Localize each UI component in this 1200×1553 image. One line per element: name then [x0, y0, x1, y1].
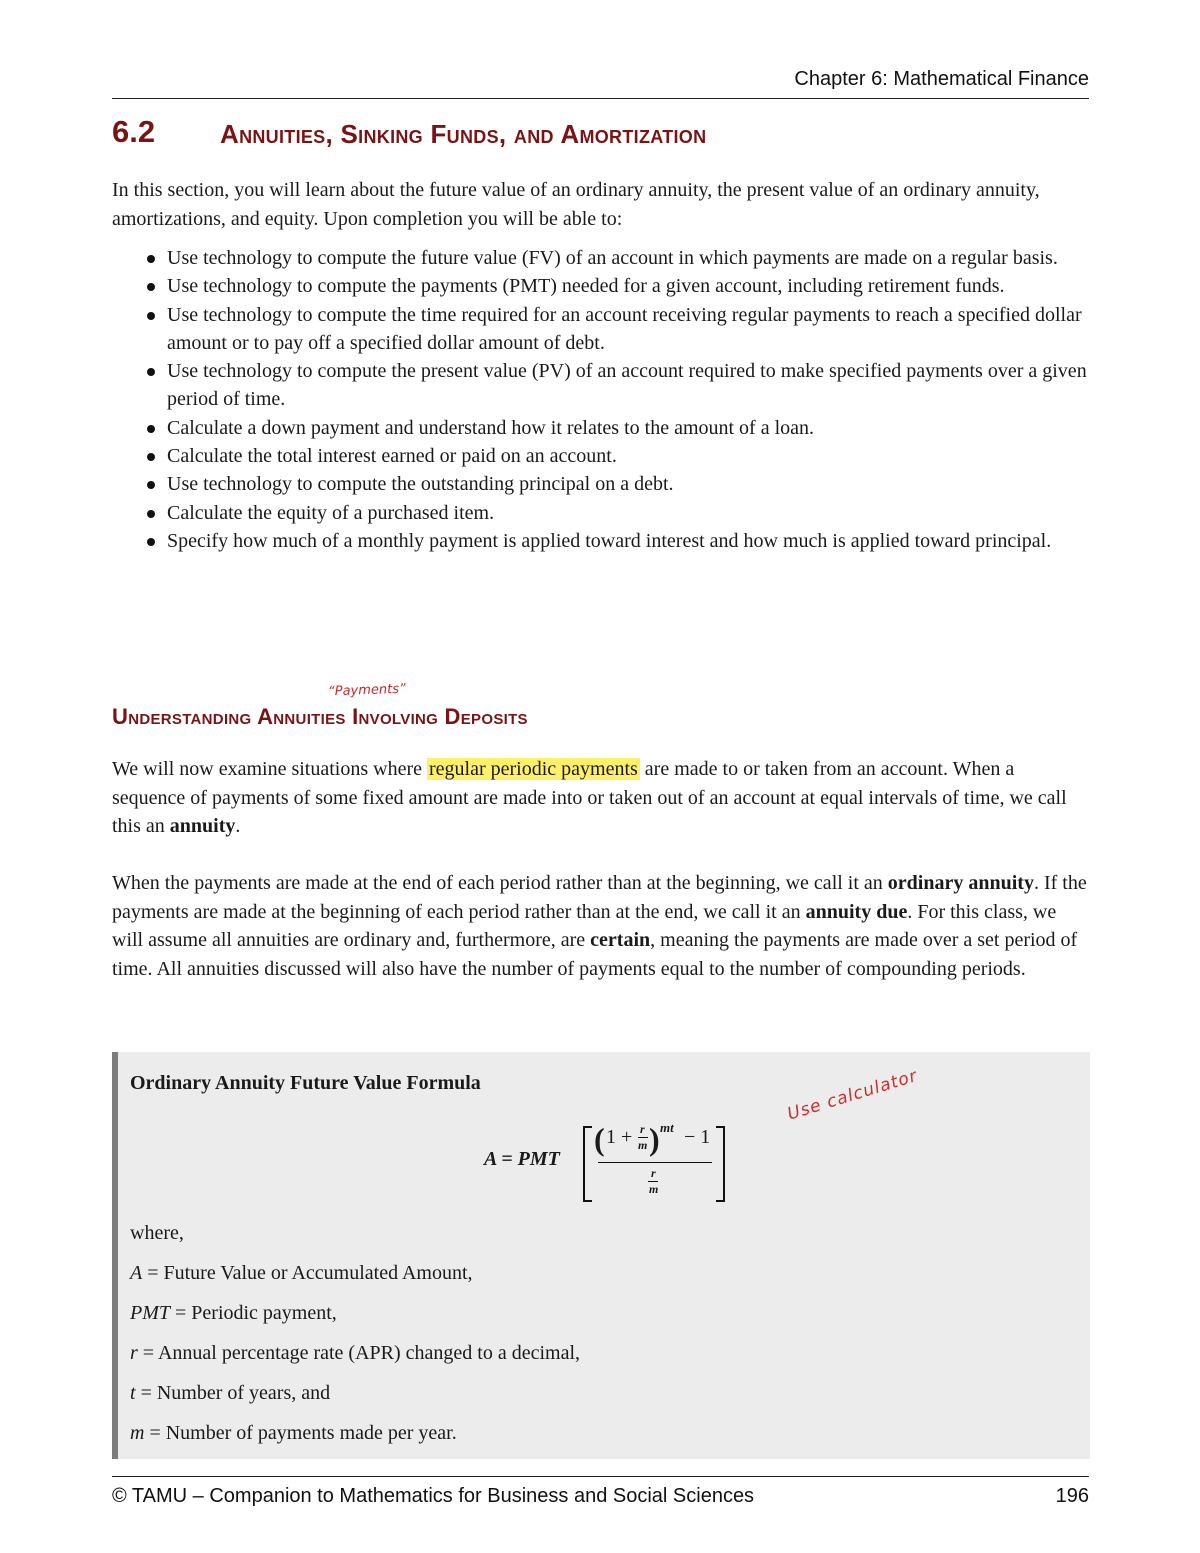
- open-paren: (: [594, 1121, 605, 1157]
- right-bracket: [716, 1126, 725, 1202]
- main-fraction-line: [598, 1162, 712, 1163]
- objective-item: Use technology to compute the payments (PMT) needed for a given account, including retirement funds.: [145, 272, 1095, 300]
- running-header: [112, 68, 1089, 99]
- formula-one-plus: 1 +: [606, 1126, 633, 1148]
- objective-item: Use technology to compute the future value (FV) of an account in which payments are made on a regular basis.: [145, 244, 1095, 272]
- objective-item: Use technology to compute the outstanding principal on a debt.: [145, 470, 1095, 498]
- denominator-r: r: [651, 1166, 656, 1180]
- definition-pmt: PMT = Periodic payment,: [130, 1302, 337, 1324]
- formula-box-title: Ordinary Annuity Future Value Formula: [130, 1072, 481, 1094]
- objective-item: Use technology to compute the present value (PV) of an account required to make specified payments over a given period of time.: [145, 357, 1095, 414]
- formula-numerator: [594, 1120, 714, 1160]
- definition-r: r = Annual percentage rate (APR) changed to a decimal,: [130, 1342, 581, 1364]
- future-value-formula: [484, 1120, 734, 1202]
- formula-minus-one: − 1: [684, 1126, 711, 1148]
- handwritten-calculator-note: Use calculator: [785, 1065, 920, 1125]
- where-label: where,: [130, 1222, 184, 1244]
- term-annuity: annuity: [169, 815, 236, 837]
- close-paren: ): [649, 1121, 660, 1157]
- footer-copyright: © TAMU – Companion to Mathematics for Business and Social Sciences: [112, 1485, 755, 1507]
- section-title: Annuities, Sinking Funds, and Amortization: [220, 119, 707, 149]
- intro-paragraph: In this section, you will learn about the future value of an ordinary annuity, the present value of an ordinary annuity, amortizations, and equity. Upon completion you will be able to:: [112, 179, 1040, 230]
- numerator-r: r: [640, 1122, 645, 1136]
- term-ordinary-annuity: ordinary annuity: [887, 872, 1034, 894]
- objective-item: Specify how much of a monthly payment is applied toward interest and how much is applied toward principal.: [145, 527, 1095, 555]
- left-bracket: [583, 1126, 592, 1202]
- page-footer: [112, 1485, 1089, 1513]
- subsection-title: Understanding Annuities Involving Deposits: [112, 704, 528, 729]
- definition-t: t = Number of years, and: [130, 1382, 331, 1404]
- chapter-title: Chapter 6: Mathematical Finance: [794, 68, 1089, 90]
- numerator-m: m: [638, 1138, 648, 1152]
- objective-item: Calculate the equity of a purchased item.: [145, 499, 1095, 527]
- ordinary-annuity-paragraph: When the payments are made at the end of each period rather than at the beginning, we call it an ordinary annuity. If the payments are made at the beginning of each period rather than at the end, we call it an annuity due. For this class, we will assume all annuities are ordinary and, furthermore, are certain, meaning the payments are made over a set period of time. All annuities discussed will also have the number of payments equal to the number of compounding periods.: [112, 872, 1087, 980]
- formula-lhs: A = PMT: [484, 1148, 560, 1170]
- objective-item: Calculate the total interest earned or paid on an account.: [145, 442, 1095, 470]
- handwritten-payments-note: “Payments”: [327, 681, 406, 700]
- objective-item: Calculate a down payment and understand how it relates to the amount of a loan.: [145, 414, 1095, 442]
- exponent-mt: mt: [660, 1120, 674, 1135]
- page-number: 196: [1055, 1485, 1089, 1507]
- highlighted-phrase: regular periodic payments: [428, 758, 638, 780]
- term-certain: certain: [590, 929, 651, 951]
- annuity-definition-paragraph: We will now examine situations where regular periodic payments are made to or taken from an account. When a sequence of payments of some fixed amount are made into or taken out of an account at equal intervals of time, we call this an annuity.: [112, 758, 1067, 837]
- definition-a: A = Future Value or Accumulated Amount,: [130, 1262, 473, 1284]
- section-heading: [112, 114, 1092, 158]
- definition-m: m = Number of payments made per year.: [130, 1422, 457, 1444]
- term-annuity-due: annuity due: [805, 900, 908, 923]
- objectives-list: [145, 244, 1095, 555]
- formula-box: [112, 1052, 1090, 1459]
- denominator-m: m: [649, 1182, 659, 1196]
- objective-item: Use technology to compute the time required for an account receiving regular payments to reach a specified dollar amount or to pay off a specified dollar amount of debt.: [145, 301, 1095, 358]
- section-number: 6.2: [112, 114, 156, 149]
- footer-rule: [112, 1476, 1089, 1477]
